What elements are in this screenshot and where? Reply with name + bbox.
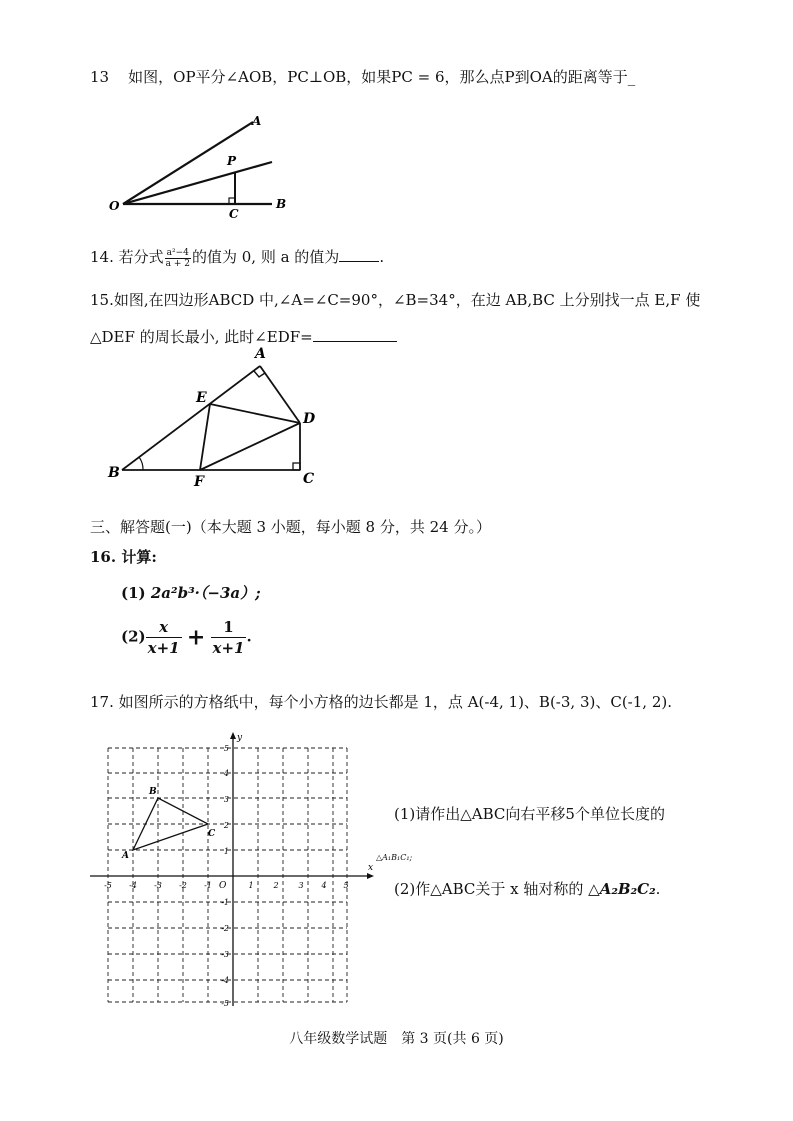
x-tick: -4 bbox=[129, 881, 137, 890]
angle-b-arc bbox=[139, 457, 143, 470]
label-a: A bbox=[252, 114, 262, 128]
segment-ed bbox=[210, 404, 300, 423]
point-label-c: C bbox=[208, 829, 216, 839]
q17-task2 bbox=[394, 878, 660, 899]
label-b: B bbox=[276, 197, 287, 211]
y-tick: 5 bbox=[223, 744, 229, 753]
x-tick: 2 bbox=[273, 881, 279, 890]
q16-fraction-1 bbox=[146, 617, 182, 658]
y-axis-label: y bbox=[237, 733, 243, 743]
x-tick: -3 bbox=[154, 881, 162, 890]
q15-answer-blank[interactable] bbox=[313, 341, 397, 342]
y-tick: 2 bbox=[223, 821, 229, 830]
q17-task2-prefix: (2)作△ABC关于 x 轴对称的 bbox=[394, 880, 584, 898]
q16-title: 16. 计算: bbox=[90, 548, 157, 566]
q13-line bbox=[90, 66, 635, 87]
q16-frac1-numerator: x bbox=[146, 617, 182, 638]
x-axis-arrow bbox=[367, 873, 374, 879]
q16-plus: + bbox=[186, 624, 206, 651]
label-c: C bbox=[229, 207, 239, 221]
q14-suffix: 的值为 0, 则 a 的值为 bbox=[191, 248, 340, 266]
point-label-b: B bbox=[149, 787, 157, 797]
q17-task1: (1)请作出△ABC向右平移5个单位长度的 bbox=[394, 805, 665, 823]
q14-line bbox=[90, 246, 384, 269]
label-o: O bbox=[109, 199, 120, 213]
ray-op bbox=[123, 162, 272, 204]
y-tick: -4 bbox=[221, 976, 229, 985]
q16-end: . bbox=[246, 627, 252, 646]
q14-prefix: 14. 若分式 bbox=[90, 248, 164, 266]
x-tick: 3 bbox=[298, 881, 304, 890]
q13-number: 13 bbox=[90, 68, 110, 86]
segment-ef bbox=[200, 404, 210, 470]
y-axis-arrow bbox=[230, 732, 236, 739]
y-tick: -3 bbox=[221, 950, 229, 959]
label-e: E bbox=[196, 390, 207, 406]
q16-part1-label: (1) bbox=[121, 584, 146, 602]
y-tick: 1 bbox=[223, 847, 229, 856]
label-a: A bbox=[255, 346, 266, 362]
q14-fraction bbox=[165, 248, 191, 269]
side-ad bbox=[260, 366, 300, 423]
y-tick: -1 bbox=[221, 898, 229, 907]
label-f: F bbox=[194, 474, 204, 490]
right-angle-mark-c bbox=[293, 463, 300, 470]
grid-lines bbox=[108, 748, 347, 1002]
q16-part2 bbox=[121, 617, 252, 658]
x-tick: 4 bbox=[321, 881, 327, 890]
label-c: C bbox=[303, 471, 315, 487]
q17-text: 17. 如图所示的方格纸中，每个小方格的边长都是 1，点 A(-4, 1)、B(-3, 3)、C(-1, 2). bbox=[90, 693, 672, 711]
x-tick: 1 bbox=[248, 881, 254, 890]
q13-answer-blank[interactable]: _ bbox=[627, 68, 636, 86]
page-footer: 八年级数学试题 第 3 页(共 6 页) bbox=[289, 1031, 504, 1047]
section-heading: 三、解答题(一)（本大题 3 小题，每小题 8 分，共 24 分。） bbox=[90, 518, 491, 536]
y-tick: -5 bbox=[221, 999, 229, 1008]
q16-frac2-numerator: 1 bbox=[211, 617, 247, 638]
q16-frac1-denominator: x+1 bbox=[147, 639, 180, 657]
label-b: B bbox=[108, 465, 120, 481]
side-ba bbox=[122, 366, 260, 470]
label-p: P bbox=[227, 154, 237, 168]
q14-frac-denominator: a + 2 bbox=[165, 258, 190, 269]
x-tick: -2 bbox=[179, 881, 187, 890]
q17-grid-figure bbox=[88, 730, 378, 1012]
q15-line1: 15.如图,在四边形ABCD 中,∠A=∠C=90°，∠B=34°，在边 AB,BC 上分别找一点 E,F 使 bbox=[90, 291, 701, 309]
q17-task1-small: △A₁B₁C₁; bbox=[376, 853, 413, 862]
x-axis-label: x bbox=[368, 863, 374, 873]
q17-task2-triangle: △A₂B₂C₂ bbox=[588, 880, 656, 898]
y-tick: 3 bbox=[223, 795, 229, 804]
q14-frac-numerator: a²−4 bbox=[165, 248, 191, 259]
q14-end: . bbox=[379, 248, 385, 266]
x-tick: 5 bbox=[343, 881, 349, 890]
q16-fraction-2 bbox=[211, 617, 247, 658]
x-tick: -5 bbox=[104, 881, 112, 890]
q16-frac2-denominator: x+1 bbox=[212, 639, 245, 657]
origin-label: O bbox=[219, 881, 227, 891]
q15-line2-text: △DEF 的周长最小, 此时∠EDF= bbox=[90, 328, 313, 346]
q13-text: 如图，OP平分∠AOB，PC⊥OB，如果PC = 6，那么点P到OA的距离等于 bbox=[128, 68, 628, 86]
q14-answer-blank[interactable] bbox=[339, 261, 379, 262]
q16-part1-expression: 2a²b³·（−3a）; bbox=[150, 584, 261, 602]
label-d: D bbox=[303, 411, 316, 427]
q15-figure bbox=[100, 344, 330, 490]
point-label-a: A bbox=[122, 851, 129, 861]
x-tick: -1 bbox=[204, 881, 212, 890]
q16-part2-label: (2) bbox=[121, 627, 146, 646]
y-tick: 4 bbox=[223, 769, 229, 778]
q17-task2-end: . bbox=[655, 880, 661, 898]
y-tick: -2 bbox=[221, 924, 229, 933]
segment-fd bbox=[200, 423, 300, 470]
q13-figure bbox=[100, 110, 300, 225]
q16-part1 bbox=[121, 582, 261, 603]
